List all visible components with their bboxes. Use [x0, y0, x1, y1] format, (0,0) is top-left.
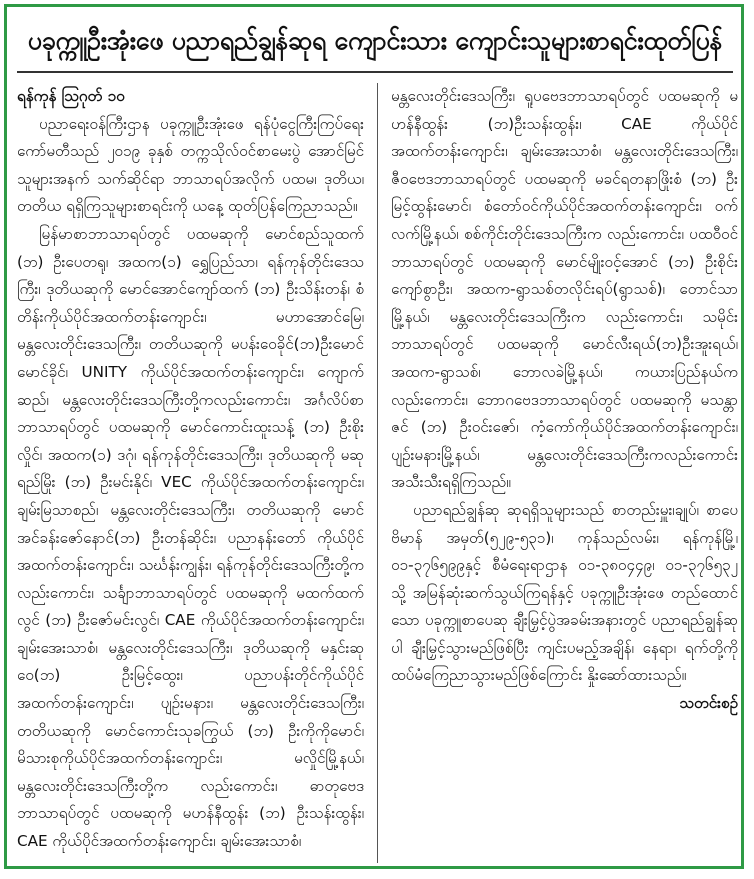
headline: ပခုက္ကူဦးအုံးဖေ ပညာရည်ချွန်ဆုရ ကျောင်းသား ကျောင်းသူများစာရင်းထုတ်ပြန် — [27, 26, 723, 55]
paragraph-closing: ပညာရည်ချွန်ဆု ဆုရရှိသူများသည် စာတည်းမှူး၊ချုပ်၊ စာပေဗိမာန် အမှတ်(၅၂၉-၅၃၁)၊ ကုန်သည်လမ်း၊ ရန်ကုန်မြို့၊ ၀၁-၃၇၆၅၉၉နှင့် စီမံရေးရာဌာန ၀၁-၃၈၀၄၄၉၊ ၀၁-၃၇၆၅၃၂ သို့ အမြန်ဆုံးဆက်သွယ်ကြရန်နှင့် ပခုက္ကူဦးအုံးဖေ တည်ထောင်သော ပခုက္ကူစာပေဆု ချီးမြှင့်ပွဲအခမ်းအနားတွင် ပညာရည်ချွန်ဆုပါ ချီးမြှင့်သွားမည်ဖြစ်ပြီး ကျင်းပမည့်အချိန်၊ နေရာ၊ ရက်တို့ကို ထပ်မံကြေညာသွားမည်ဖြစ်ကြောင်း နှိုးဆော်ထားသည်။ သတင်းစဉ် — [391, 497, 738, 690]
article-frame — [4, 4, 744, 869]
headline-rule — [17, 71, 733, 73]
paragraph-intro: ပညာရေးဝန်ကြီးဌာန ပခုက္ကူဦးအုံးဖေ ရန်ပုံငွေကြီးကြပ်ရေးကော်မတီသည် ၂၀၁၉ ခုနှစ် တက္ကသိုလ်ဝင်စာမေးပွဲ အောင်မြင်သူများအနက် သက်ဆိုင်ရာ ဘာသာရပ်အလိုက် ပထမ၊ ဒုတိယ၊ တတိယ ရရှိကြသူများစာရင်းကို ယနေ့ ထုတ်ပြန်ကြေညာသည်။ — [17, 114, 364, 216]
paragraph-winners: မြန်မာစာဘာသာရပ်တွင် ပထမဆုကို မောင်စည်သူထက် (ဘ) ဦးပေတရု၊ အထက(၁) ရွှေပြည်သာ၊ ရန်ကုန်တိုင်းဒေသကြီး၊ ဒုတိယဆုကို မောင်အောင်ကျော်ထက် (ဘ) ဦးသိန်းတန်၊ စံတိန်းကိုယ်ပိုင်အထက်တန်းကျောင်း၊ မဟာအောင်မြေ၊ မန္တလေးတိုင်းဒေသကြီး၊ တတိယဆုကို မပန်းဝေခိုင်(ဘ)ဦးမောင်မောင်ခိုင်၊ UNITY ကိုယ်ပိုင်အထက်တန်းကျောင်း၊ ကျောက်ဆည်၊ မန္တလေးတိုင်းဒေသကြီးတို့ကလည်းကောင်း၊ အင်္ဂလိပ်စာဘာသာရပ်တွင် ပထမဆုကို မောင်ကောင်းထူးသန့် (ဘ) ဦးစိုးလှိုင်၊ အထက(၁) ဒဂုံ၊ ရန်ကုန်တိုင်းဒေသကြီး၊ ဒုတိယဆုကို မဆုရည်မြိုး (ဘ) ဦးမင်းနိုင်၊ VEC ကိုယ်ပိုင်အထက်တန်းကျောင်း၊ ချမ်းမြသာစည်၊ မန္တလေးတိုင်းဒေသကြီး၊ တတိယဆုကို မောင်အင်ခန်းဇော်နောင်(ဘ) ဦးတန်ဆိုင်း၊ ပညာနန်းတော် ကိုယ်ပိုင်အထက်တန်းကျောင်း၊ သင်္ဃန်းကျွန်း၊ ရန်ကုန်တိုင်းဒေသကြီးတို့ကလည်းကောင်း၊ သင်္ချာဘာသာရပ်တွင် ပထမဆုကို မထက်ထက်လွင် (ဘ) ဦးဇော်မင်းလွင်၊ CAE ကိုယ်ပိုင်အထက်တန်းကျောင်း၊ ချမ်းအေးသာစံ၊ မန္တလေးတိုင်းဒေသကြီး၊ ဒုတိယဆုကို မနှင်းဆုဝေ(ဘ) ဦးမြင့်ထွေး၊ ပညာပန်းတိုင်ကိုယ်ပိုင်အထက်တန်းကျောင်း၊ ပျဉ်းမနား၊ မန္တလေးတိုင်းဒေသကြီး၊ တတိယဆုကို မောင်ကောင်းသုခကြွယ် (ဘ) ဦးကိုကိုမောင်၊ မိသားစုကိုယ်ပိုင်အထက်တန်းကျောင်း၊ မလှိုင်မြို့နယ်၊ မန္တလေးတိုင်းဒေသကြီးတို့က လည်းကောင်း၊ ဓာတုဗေဒဘာသာရပ်တွင် ပထမဆုကို မဟန်နီထွန်း (ဘ) ဦးသန်းထွန်း၊ CAE ကိုယ်ပိုင်အထက်တန်းကျောင်း၊ ချမ်းအေးသာစံ၊ — [17, 224, 364, 851]
column-left — [17, 83, 364, 863]
article-body-continued — [391, 83, 738, 713]
dateline: ရန်ကုန် ဩဂုတ် ၁၀ — [17, 87, 125, 105]
column-divider — [377, 83, 378, 863]
byline: သတင်းစဉ် — [679, 694, 738, 713]
column-right — [391, 83, 738, 863]
paragraph-winners-continued: မန္တလေးတိုင်းဒေသကြီး၊ ရူပဗေဒဘာသာရပ်တွင် ပထမဆုကို မဟန်နီထွန်း (ဘ)ဦးသန်းထွန်း၊ CAE ကိုယ်ပိုင်အထက်တန်းကျောင်း၊ ချမ်းအေးသာစံ၊ မန္တလေးတိုင်းဒေသကြီး၊ ဇီဝဗေဒဘာသာရပ်တွင် ပထမဆုကို မခင်ရတနာဖြိုးစံ (ဘ) ဦးမြင့်ထွန်းမောင်၊ စံတော်ဝင်ကိုယ်ပိုင်အထက်တန်းကျောင်း၊ ဝက်လက်မြို့နယ်၊ စစ်ကိုင်းတိုင်းဒေသကြီးက လည်းကောင်း၊ ပထဝီဝင်ဘာသာရပ်တွင် ပထမဆုကို မောင်မျိုးဝင့်အောင် (ဘ) ဦးစိုင်းကျော်စွာဦး၊ အထက-ရွာသစ်တလိုင်းရပ်(ရွာသစ်)၊ တောင်သာမြို့နယ်၊ မန္တလေးတိုင်းဒေသကြီးက လည်းကောင်း၊ သမိုင်းဘာသာရပ်တွင် ပထမဆုကို မောင်လီးရယ်(ဘ)ဦးအူးရယ်၊ အထက-ရွာသစ်၊ ဘောလခဲမြို့နယ်၊ ကယားပြည်နယ်က လည်းကောင်း၊ ဘောဂဗေဒဘာသာရပ်တွင် ပထမဆုကို မသန္တာဇင် (ဘ) ဦးဝင်းဇော်၊ ကံ့ကော်ကိုယ်ပိုင်အထက်တန်းကျောင်း၊ ပျဉ်းမနားမြို့နယ်၊ မန္တလေးတိုင်းဒေသကြီးကလည်းကောင်း အသီးသီးရရှိကြသည်။ — [391, 87, 738, 492]
article-body — [17, 111, 364, 856]
